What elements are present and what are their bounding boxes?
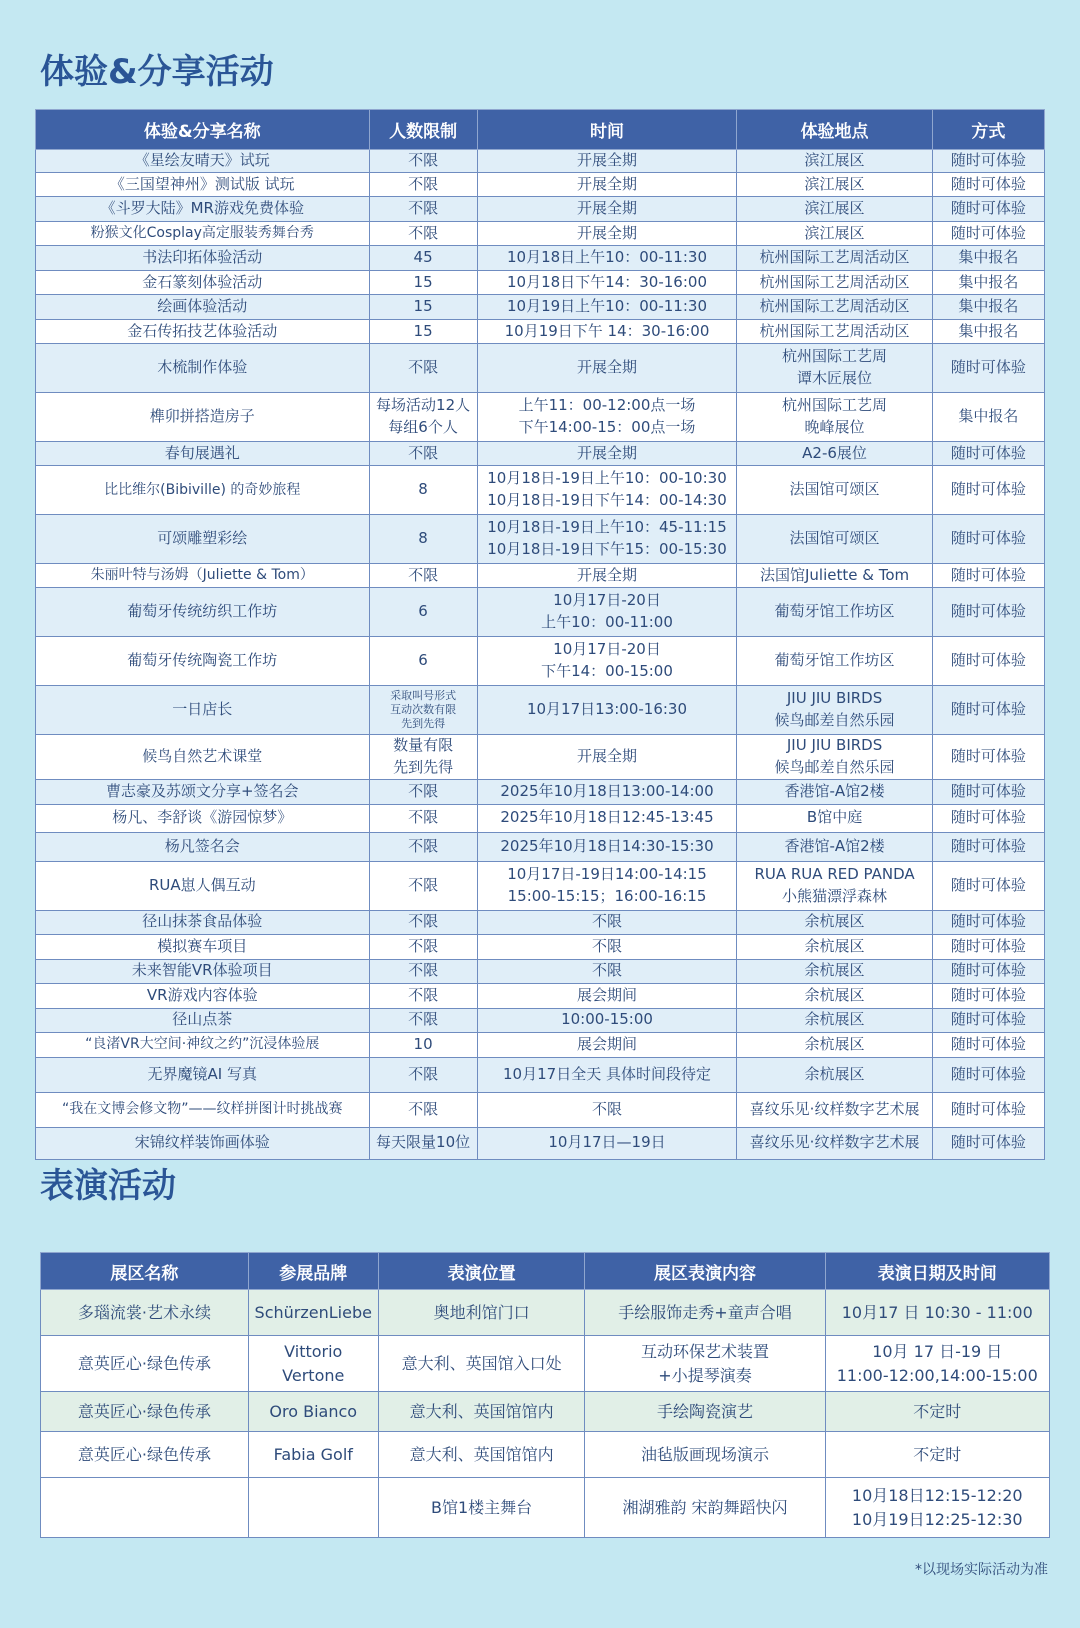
table-row [36, 1092, 1045, 1127]
table-cell: 10月17日全天 具体时间段待定 [477, 1057, 737, 1092]
table-cell [41, 1478, 249, 1538]
table-cell: 随时可体验 [932, 564, 1044, 588]
table-cell: 10月18日12:15-12:20 10月19日12:25-12:30 [825, 1478, 1049, 1538]
table-row [36, 735, 1045, 780]
table-cell: 随时可体验 [932, 1032, 1044, 1057]
table-cell: 《斗罗大陆》MR游戏免费体验 [36, 197, 370, 222]
table-cell: 葡萄牙传统纺织工作坊 [36, 588, 370, 637]
table-cell: 集中报名 [932, 393, 1044, 442]
table-cell: 不定时 [825, 1392, 1049, 1432]
table-cell: 开展全期 [477, 564, 737, 588]
table-cell: 随时可体验 [932, 515, 1044, 564]
table-cell: 《三国望神州》测试版 试玩 [36, 173, 370, 197]
col-header-zone: 展区名称 [41, 1253, 249, 1290]
table-row [36, 393, 1045, 442]
table-cell: 春旬展遇礼 [36, 442, 370, 466]
table-cell: 杭州国际工艺周活动区 [737, 271, 932, 295]
table-cell: 法国馆可颂区 [737, 515, 932, 564]
table-cell: 开展全期 [477, 442, 737, 466]
table-cell: 展会期间 [477, 1032, 737, 1057]
table-cell: 不限 [369, 804, 477, 832]
table-cell: 上午11：00-12:00点一场 下午14:00-15：00点一场 [477, 393, 737, 442]
table-cell: 45 [369, 246, 477, 271]
table-cell: 10月17日13:00-16:30 [477, 686, 737, 735]
table-cell: 15 [369, 320, 477, 344]
performance-table-header [41, 1253, 1050, 1290]
table-cell: 10:00-15:00 [477, 1008, 737, 1032]
table-row [36, 150, 1045, 173]
table-cell: 杭州国际工艺周活动区 [737, 295, 932, 320]
table-row [36, 588, 1045, 637]
table-cell: 随时可体验 [932, 735, 1044, 780]
table-cell: 不限 [369, 934, 477, 959]
table-row [36, 1057, 1045, 1092]
table-cell: 多瑙流裳·艺术永续 [41, 1290, 249, 1336]
table-cell: 随时可体验 [932, 588, 1044, 637]
table-row [36, 246, 1045, 271]
table-cell: 杨凡、李舒谈《游园惊梦》 [36, 804, 370, 832]
table-cell: 滨江展区 [737, 197, 932, 222]
table-cell: 余杭展区 [737, 1032, 932, 1057]
table-row [36, 197, 1045, 222]
table-cell: 奥地利馆门口 [378, 1290, 585, 1336]
table-cell: 不限 [369, 983, 477, 1008]
table-cell: 杭州国际工艺周活动区 [737, 320, 932, 344]
table-cell: 不限 [369, 150, 477, 173]
performance-table [40, 1252, 1050, 1538]
col-header-content: 展区表演内容 [585, 1253, 825, 1290]
table-cell: 香港馆-A馆2楼 [737, 832, 932, 861]
table-cell: JIU JIU BIRDS 候鸟邮差自然乐园 [737, 686, 932, 735]
table-cell: 开展全期 [477, 150, 737, 173]
table-cell: 湘湖雅韵 宋韵舞蹈快闪 [585, 1478, 825, 1538]
table-cell: 滨江展区 [737, 222, 932, 246]
table-row [36, 466, 1045, 515]
table-cell: VR游戏内容体验 [36, 983, 370, 1008]
table-cell: 不限 [369, 861, 477, 910]
table-cell: 榫卯拼搭造房子 [36, 393, 370, 442]
table-cell: 不限 [369, 1008, 477, 1032]
table-cell: 10月19日上午10：00-11:30 [477, 295, 737, 320]
table-cell: 随时可体验 [932, 1127, 1044, 1159]
table-cell: 随时可体验 [932, 1057, 1044, 1092]
table-cell: 随时可体验 [932, 804, 1044, 832]
table-cell: “良渚VR大空间·神纹之约”沉浸体验展 [36, 1032, 370, 1057]
table-cell: 15 [369, 271, 477, 295]
table-cell: 10月17日-19日14:00-14:15 15:00-15:15；16:00-16:15 [477, 861, 737, 910]
table-cell: 随时可体验 [932, 779, 1044, 804]
table-cell: 随时可体验 [932, 861, 1044, 910]
table-cell: 10月18日上午10：00-11:30 [477, 246, 737, 271]
table-cell: 意英匠心·绿色传承 [41, 1392, 249, 1432]
table-cell: 15 [369, 295, 477, 320]
table-cell: 杭州国际工艺周 晚峰展位 [737, 393, 932, 442]
table-cell: Oro Bianco [248, 1392, 378, 1432]
table-cell: 每场活动12人 每组6个人 [369, 393, 477, 442]
table-row [41, 1432, 1050, 1478]
table-cell: 10月17日-20日 下午14：00-15:00 [477, 637, 737, 686]
experience-table [35, 109, 1045, 1160]
table-cell: RUA崽人偶互动 [36, 861, 370, 910]
table-cell: Fabia Golf [248, 1432, 378, 1478]
table-cell: 10月17日—19日 [477, 1127, 737, 1159]
table-cell: 随时可体验 [932, 173, 1044, 197]
table-cell: 8 [369, 466, 477, 515]
table-cell: 随时可体验 [932, 637, 1044, 686]
table-cell: RUA RUA RED PANDA 小熊猫漂浮森林 [737, 861, 932, 910]
table-cell [248, 1478, 378, 1538]
table-cell: 喜纹乐见·纹样数字艺术展 [737, 1127, 932, 1159]
table-cell: 展会期间 [477, 983, 737, 1008]
table-cell: 采取叫号形式 互动次数有限 先到先得 [369, 686, 477, 735]
table-cell: 杭州国际工艺周 谭木匠展位 [737, 344, 932, 393]
table-cell: 开展全期 [477, 735, 737, 780]
table-cell: 余杭展区 [737, 983, 932, 1008]
table-cell: 随时可体验 [932, 959, 1044, 983]
table-cell: 不限 [369, 910, 477, 934]
table-cell: 葡萄牙传统陶瓷工作坊 [36, 637, 370, 686]
table-cell: 10 [369, 1032, 477, 1057]
table-row [36, 637, 1045, 686]
table-cell: 数量有限 先到先得 [369, 735, 477, 780]
table-cell: 意英匠心·绿色传承 [41, 1432, 249, 1478]
table-cell: 随时可体验 [932, 686, 1044, 735]
table-cell: 10月18日-19日上午10：45-11:15 10月18日-19日下午15：00-15:30 [477, 515, 737, 564]
table-row [36, 779, 1045, 804]
table-cell: 余杭展区 [737, 1008, 932, 1032]
table-cell: 油毡版画现场演示 [585, 1432, 825, 1478]
table-cell: 意英匠心·绿色传承 [41, 1336, 249, 1392]
table-cell: 葡萄牙馆工作坊区 [737, 637, 932, 686]
table-row [36, 1008, 1045, 1032]
table-cell: 随时可体验 [932, 197, 1044, 222]
table-cell: “我在文博会修文物”——纹样拼图计时挑战赛 [36, 1092, 370, 1127]
table-cell: 随时可体验 [932, 910, 1044, 934]
table-cell: 10月17日-20日 上午10：00-11:00 [477, 588, 737, 637]
table-cell: 可颂雕塑彩绘 [36, 515, 370, 564]
table-cell: 每天限量10位 [369, 1127, 477, 1159]
col-header-venue: 表演位置 [378, 1253, 585, 1290]
table-cell: 不限 [369, 197, 477, 222]
table-cell: 未来智能VR体验项目 [36, 959, 370, 983]
table-cell: 径山抹茶食品体验 [36, 910, 370, 934]
col-header-datetime: 表演日期及时间 [825, 1253, 1049, 1290]
table-cell: 候鸟自然艺术课堂 [36, 735, 370, 780]
table-cell: 2025年10月18日14:30-15:30 [477, 832, 737, 861]
experience-table-header [36, 110, 1045, 150]
table-cell: JIU JIU BIRDS 候鸟邮差自然乐园 [737, 735, 932, 780]
table-cell: 2025年10月18日12:45-13:45 [477, 804, 737, 832]
table-cell: 10月18日-19日上午10：00-10:30 10月18日-19日下午14：00-14:30 [477, 466, 737, 515]
table-row [36, 1032, 1045, 1057]
table-cell: 不限 [369, 173, 477, 197]
table-cell: 10月17 日 10:30 - 11:00 [825, 1290, 1049, 1336]
table-cell: 互动环保艺术装置 +小提琴演奏 [585, 1336, 825, 1392]
table-cell: 不限 [369, 222, 477, 246]
table-cell: 开展全期 [477, 222, 737, 246]
table-row [36, 271, 1045, 295]
table-row [36, 804, 1045, 832]
table-cell: 意大利、英国馆馆内 [378, 1392, 585, 1432]
table-row [36, 442, 1045, 466]
table-cell: 意大利、英国馆入口处 [378, 1336, 585, 1392]
table-cell: 不限 [369, 442, 477, 466]
table-row [36, 686, 1045, 735]
table-row [36, 832, 1045, 861]
col-header-name: 体验&分享名称 [36, 110, 370, 150]
table-row [36, 910, 1045, 934]
table-cell: 集中报名 [932, 295, 1044, 320]
table-row [36, 861, 1045, 910]
section-title-performance: 表演活动 [40, 1166, 176, 1206]
table-cell: 集中报名 [932, 246, 1044, 271]
table-cell: 绘画体验活动 [36, 295, 370, 320]
table-row [36, 515, 1045, 564]
table-cell: 不限 [369, 1057, 477, 1092]
table-cell: 不限 [477, 1092, 737, 1127]
table-cell: 开展全期 [477, 197, 737, 222]
table-row [36, 983, 1045, 1008]
table-cell: 杭州国际工艺周活动区 [737, 246, 932, 271]
table-cell: 10月18日下午14：30-16:00 [477, 271, 737, 295]
table-cell: 朱丽叶特与汤姆（Juliette & Tom） [36, 564, 370, 588]
table-row [41, 1336, 1050, 1392]
table-cell: 金石传拓技艺体验活动 [36, 320, 370, 344]
table-cell: 杨凡签名会 [36, 832, 370, 861]
table-cell: 金石篆刻体验活动 [36, 271, 370, 295]
table-cell: 随时可体验 [932, 1008, 1044, 1032]
table-cell: 随时可体验 [932, 1092, 1044, 1127]
table-row [36, 222, 1045, 246]
table-cell: 木梳制作体验 [36, 344, 370, 393]
table-cell: 径山点茶 [36, 1008, 370, 1032]
table-cell: 余杭展区 [737, 934, 932, 959]
table-row [41, 1290, 1050, 1336]
table-cell: 不限 [477, 959, 737, 983]
table-cell: A2-6展位 [737, 442, 932, 466]
col-header-mode: 方式 [932, 110, 1044, 150]
table-cell: 随时可体验 [932, 983, 1044, 1008]
table-cell: 随时可体验 [932, 832, 1044, 861]
table-cell: 随时可体验 [932, 934, 1044, 959]
section-title-experience: 体验&分享活动 [40, 52, 274, 92]
table-cell: 粉猴文化Cosplay高定服装秀舞台秀 [36, 222, 370, 246]
table-row [36, 564, 1045, 588]
table-cell: 不限 [369, 1092, 477, 1127]
table-cell: 书法印拓体验活动 [36, 246, 370, 271]
col-header-time: 时间 [477, 110, 737, 150]
table-cell: 8 [369, 515, 477, 564]
table-row [36, 934, 1045, 959]
table-cell: 不限 [369, 959, 477, 983]
table-cell: 手绘陶瓷演艺 [585, 1392, 825, 1432]
table-cell: 随时可体验 [932, 222, 1044, 246]
table-cell: 不限 [369, 832, 477, 861]
table-cell: SchürzenLiebe [248, 1290, 378, 1336]
table-cell: 意大利、英国馆馆内 [378, 1432, 585, 1478]
table-cell: 6 [369, 637, 477, 686]
table-cell: 集中报名 [932, 320, 1044, 344]
table-cell: B馆1楼主舞台 [378, 1478, 585, 1538]
footnote: *以现场实际活动为准 [915, 1562, 1048, 1578]
table-cell: 不限 [477, 910, 737, 934]
table-cell: 集中报名 [932, 271, 1044, 295]
table-cell: 法国馆Juliette & Tom [737, 564, 932, 588]
table-cell: B馆中庭 [737, 804, 932, 832]
table-row [36, 1127, 1045, 1159]
table-cell: 随时可体验 [932, 442, 1044, 466]
table-cell: 滨江展区 [737, 173, 932, 197]
table-cell: 余杭展区 [737, 959, 932, 983]
table-row [41, 1478, 1050, 1538]
table-row [36, 959, 1045, 983]
table-cell: 随时可体验 [932, 150, 1044, 173]
table-cell: 宋锦纹样装饰画体验 [36, 1127, 370, 1159]
table-cell: 滨江展区 [737, 150, 932, 173]
table-row [36, 173, 1045, 197]
table-cell: 香港馆-A馆2楼 [737, 779, 932, 804]
table-cell: 不限 [477, 934, 737, 959]
table-cell: 法国馆可颂区 [737, 466, 932, 515]
table-cell: 不限 [369, 779, 477, 804]
table-cell: 10月19日下午 14：30-16:00 [477, 320, 737, 344]
col-header-brand: 参展品牌 [248, 1253, 378, 1290]
table-row [41, 1392, 1050, 1432]
table-cell: 6 [369, 588, 477, 637]
table-cell: 一日店长 [36, 686, 370, 735]
table-cell: 余杭展区 [737, 1057, 932, 1092]
table-cell: 葡萄牙馆工作坊区 [737, 588, 932, 637]
table-cell: 不限 [369, 564, 477, 588]
col-header-limit: 人数限制 [369, 110, 477, 150]
table-cell: 2025年10月18日13:00-14:00 [477, 779, 737, 804]
table-row [36, 320, 1045, 344]
table-cell: Vittorio Vertone [248, 1336, 378, 1392]
col-header-location: 体验地点 [737, 110, 932, 150]
table-cell: 10月 17 日-19 日 11:00-12:00,14:00-15:00 [825, 1336, 1049, 1392]
table-cell: 模拟赛车项目 [36, 934, 370, 959]
table-cell: 余杭展区 [737, 910, 932, 934]
table-cell: 随时可体验 [932, 466, 1044, 515]
table-cell: 不定时 [825, 1432, 1049, 1478]
table-cell: 开展全期 [477, 344, 737, 393]
table-row [36, 295, 1045, 320]
table-row [36, 344, 1045, 393]
table-cell: 喜纹乐见·纹样数字艺术展 [737, 1092, 932, 1127]
table-cell: 不限 [369, 344, 477, 393]
table-cell: 手绘服饰走秀+童声合唱 [585, 1290, 825, 1336]
table-cell: 随时可体验 [932, 344, 1044, 393]
table-cell: 曹志豪及苏颂文分享+签名会 [36, 779, 370, 804]
table-cell: 开展全期 [477, 173, 737, 197]
table-cell: 无界魔镜AI 写真 [36, 1057, 370, 1092]
table-cell: 比比维尔(Bibiville) 的奇妙旅程 [36, 466, 370, 515]
table-cell: 《星绘友晴天》试玩 [36, 150, 370, 173]
